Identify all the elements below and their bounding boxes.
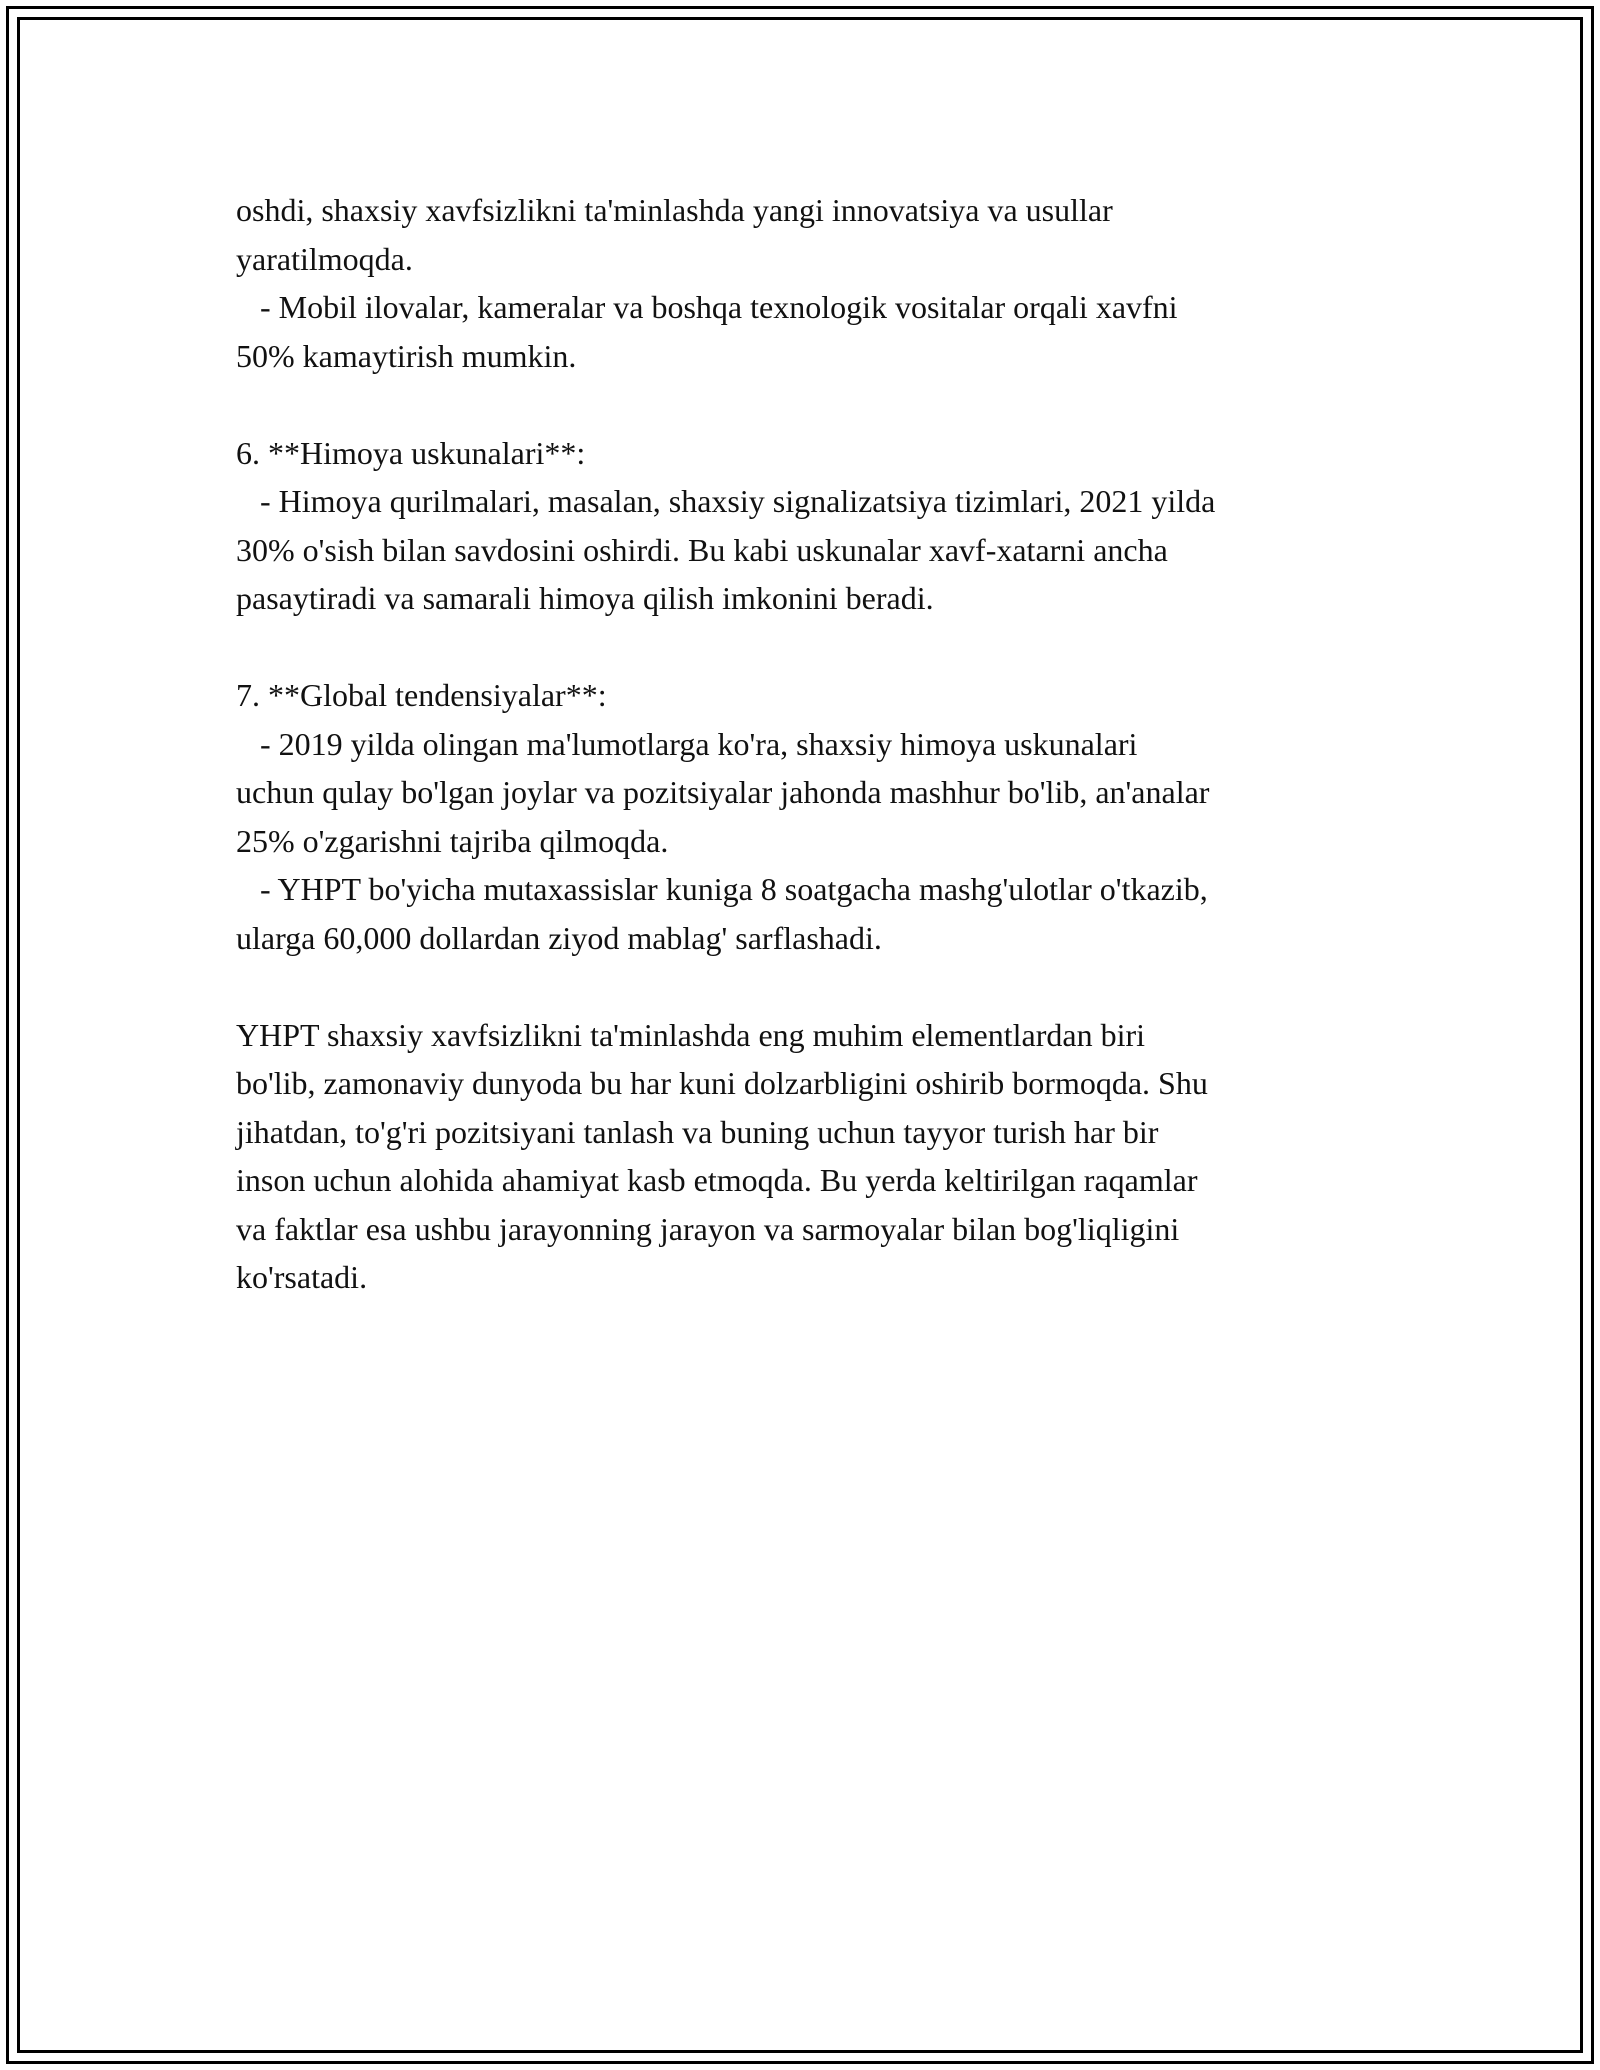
text-line: pasaytiradi va samarali himoya qilish imkonini beradi. bbox=[236, 580, 934, 616]
text-line: - YHPT bo'yicha mutaxassislar kuniga 8 soatgacha mashg'ulotlar o'tkazib, bbox=[236, 871, 1208, 907]
section-heading: 7. **Global tendensiyalar**: bbox=[236, 677, 607, 713]
text-line: bo'lib, zamonaviy dunyoda bu har kuni dolzarbligini oshirib bormoqda. Shu bbox=[236, 1065, 1208, 1101]
section-6-protective-equipment bbox=[236, 429, 1366, 623]
text-line: 50% kamaytirish mumkin. bbox=[236, 337, 577, 374]
document-body bbox=[236, 186, 1366, 1302]
text-line: ularga 60,000 dollardan ziyod mablag' sarflashadi. bbox=[236, 919, 882, 956]
text-line: inson uchun alohida ahamiyat kasb etmoqda. Bu yerda keltirilgan raqamlar bbox=[236, 1162, 1198, 1198]
paragraph-spacer bbox=[236, 962, 1366, 1011]
text-line: ko'rsatadi. bbox=[236, 1259, 368, 1295]
text-line: va faktlar esa ushbu jarayonning jarayon va sarmoyalar bilan bog'liqligini bbox=[236, 1210, 1180, 1247]
text-line: YHPT shaxsiy xavfsizlikni ta'minlashda eng muhim elementlardan biri bbox=[236, 1016, 1145, 1053]
text-line: jihatdan, to'g'ri pozitsiyani tanlash va buning uchun tayyor turish har bir bbox=[236, 1113, 1159, 1150]
text-line: uchun qulay bo'lgan joylar va pozitsiyalar jahonda mashhur bo'lib, an'analar bbox=[236, 774, 1210, 810]
section-7-global-trends bbox=[236, 671, 1366, 962]
text-line: oshdi, shaxsiy xavfsizlikni ta'minlashda yangi innovatsiya va usullar bbox=[236, 192, 1113, 228]
paragraph-spacer bbox=[236, 380, 1366, 429]
text-line: - Mobil ilovalar, kameralar va boshqa texnologik vositalar orqali xavfni bbox=[236, 289, 1178, 325]
text-line: - 2019 yilda olingan ma'lumotlarga ko'ra, shaxsiy himoya uskunalari bbox=[236, 725, 1138, 762]
section-heading: 6. **Himoya uskunalari**: bbox=[236, 434, 586, 471]
text-line: yaratilmoqda. bbox=[236, 240, 413, 277]
paragraph-intro bbox=[236, 186, 1366, 380]
text-line: 25% o'zgarishni tajriba qilmoqda. bbox=[236, 822, 669, 859]
text-line: 30% o'sish bilan savdosini oshirdi. Bu kabi uskunalar xavf-xatarni ancha bbox=[236, 531, 1168, 568]
paragraph-conclusion bbox=[236, 1011, 1366, 1302]
paragraph-spacer bbox=[236, 623, 1366, 672]
text-line: - Himoya qurilmalari, masalan, shaxsiy signalizatsiya tizimlari, 2021 yilda bbox=[236, 483, 1216, 519]
